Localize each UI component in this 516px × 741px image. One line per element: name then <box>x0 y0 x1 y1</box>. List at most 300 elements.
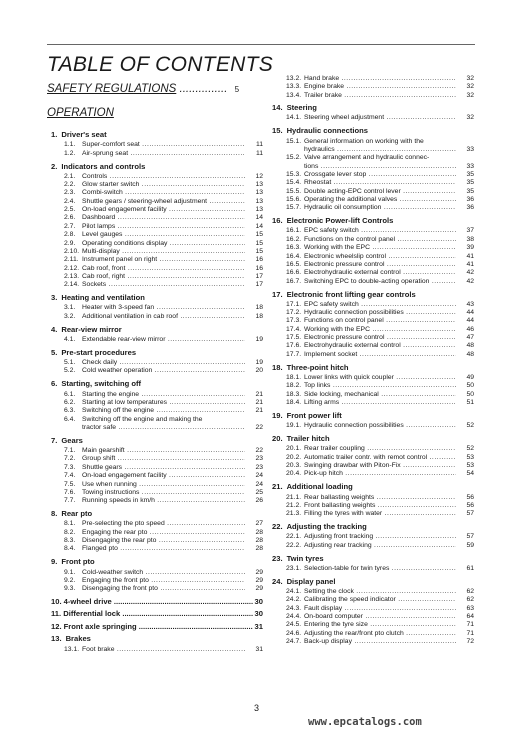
entry-number: 15.4. <box>286 179 302 187</box>
toc-entry[interactable] <box>286 188 474 195</box>
toc-entry[interactable] <box>64 265 263 272</box>
entry-number: 2.5. <box>64 206 76 214</box>
entry-page: 14 <box>245 214 263 221</box>
toc-entry[interactable] <box>64 141 263 148</box>
entry-number: 8.3. <box>64 537 76 545</box>
entry-title: Foot brake ..... <box>82 646 245 653</box>
entry-number: 19.1. <box>286 422 302 430</box>
entry-page: 15 <box>245 231 263 238</box>
entry-number: 7.7. <box>64 497 76 505</box>
entry-page: 61 <box>456 565 474 572</box>
toc-entry[interactable] <box>64 416 263 423</box>
toc-entry[interactable] <box>64 520 263 527</box>
toc-entry[interactable] <box>286 204 474 211</box>
entry-number <box>286 146 304 153</box>
entry-title: Adjusting front tracking ..... <box>304 533 456 540</box>
entry-number: 7.1. <box>64 447 76 455</box>
entry-number: 24.1. <box>286 588 302 595</box>
entry-page: 15 <box>245 248 263 255</box>
toc-entry[interactable] <box>286 227 474 234</box>
entry-number: 17.5. <box>286 334 302 342</box>
toc-entry[interactable] <box>64 481 263 488</box>
toc-entry[interactable] <box>64 150 263 157</box>
entry-number: 17.4. <box>286 325 302 333</box>
toc-chapter-line[interactable] <box>51 622 263 631</box>
entry-title: Hand brake ..... <box>304 75 456 82</box>
section-title: Display panel <box>286 576 336 586</box>
toc-entry[interactable] <box>286 596 474 603</box>
entry-number: 6.2. <box>64 398 76 406</box>
toc-entry[interactable] <box>286 613 474 620</box>
toc-entry[interactable] <box>64 281 263 288</box>
toc-entry[interactable] <box>64 181 263 188</box>
entry-title: Engine brake ..... <box>304 83 456 90</box>
section-number: 21. <box>272 482 283 492</box>
entry-page: 44 <box>456 309 474 316</box>
entry-number: 2.8. <box>64 231 76 239</box>
toc-entry[interactable] <box>64 256 263 263</box>
toc-entry[interactable] <box>286 502 474 509</box>
toc-entry[interactable] <box>64 391 263 398</box>
toc-entry[interactable] <box>286 278 474 285</box>
entry-page: 23 <box>245 455 263 462</box>
toc-entry[interactable] <box>286 533 474 540</box>
entry-number: 15.2. <box>286 154 302 162</box>
section-heading <box>272 482 353 491</box>
entry-title: Pick-up hitch ..... <box>304 470 456 477</box>
toc-entry[interactable] <box>286 92 474 99</box>
toc-entry[interactable] <box>286 374 474 381</box>
section-heading <box>272 363 349 372</box>
entry-title: EPC safety switch ..... <box>304 227 456 234</box>
entry-number: 24.5. <box>286 621 302 629</box>
entry-title: Adjusting rear tracking ..... <box>304 542 456 549</box>
entry-number: 17.2. <box>286 309 302 317</box>
entry-number: 17.7. <box>286 350 302 358</box>
section-title: Three-point hitch <box>286 362 349 372</box>
entry-page: 49 <box>456 374 474 381</box>
entry-page: 29 <box>245 569 263 576</box>
entry-page: 56 <box>456 494 474 501</box>
toc-entry[interactable] <box>64 223 263 230</box>
entry-title: Back-up display ..... <box>304 638 456 645</box>
section-title: Pre-start procedures <box>61 347 137 357</box>
entry-title: Shuttle gears / steering-wheel adjustment ..... <box>82 198 245 205</box>
toc-entry[interactable] <box>64 304 263 311</box>
toc-entry[interactable] <box>286 588 474 595</box>
toc-entry[interactable] <box>286 470 474 477</box>
entry-number: 9.1. <box>64 568 76 576</box>
entry-number: 15.7. <box>286 204 302 212</box>
entry-number: 23.1. <box>286 564 302 572</box>
entry-page: 18 <box>245 313 263 320</box>
toc-entry[interactable] <box>286 510 474 517</box>
toc-entry[interactable] <box>286 171 474 178</box>
entry-page: 28 <box>245 529 263 536</box>
section-title: Steering <box>286 103 317 113</box>
entry-number: 2.14. <box>64 281 80 289</box>
entry-number <box>286 163 304 170</box>
entry-title: Air-sprung seat ..... <box>82 150 245 157</box>
section-title: Rear-view mirror <box>61 324 122 334</box>
toc-entry[interactable] <box>286 146 474 153</box>
entry-number: 13.4. <box>286 91 302 99</box>
toc-entry[interactable] <box>286 236 474 243</box>
toc-entry[interactable] <box>286 114 474 121</box>
page-number: 3 <box>254 703 260 713</box>
section-heading <box>272 126 368 135</box>
toc-entry[interactable] <box>64 367 263 374</box>
entry-title: Rear ballasting weights ..... <box>304 494 456 501</box>
entry-number: 15.6. <box>286 195 302 203</box>
entry-page: 62 <box>456 588 474 595</box>
section-heading <box>272 216 393 225</box>
entry-number: 22.2. <box>286 541 302 549</box>
entry-title: Cold weather operation ..... <box>82 367 245 374</box>
entry-page: 35 <box>456 179 474 186</box>
toc-entry[interactable] <box>64 198 263 205</box>
toc-entry[interactable] <box>64 189 263 196</box>
toc-entry[interactable] <box>64 537 263 544</box>
entry-title: Instrument panel on right ..... <box>82 256 245 263</box>
entry-number: 20.3. <box>286 462 302 469</box>
toc-entry[interactable] <box>286 244 474 251</box>
toc-entry[interactable] <box>286 138 474 145</box>
chapter-title: 11. Differential lock ..... <box>51 609 253 618</box>
entry-page: 15 <box>245 240 263 247</box>
entry-number: 8.4. <box>64 545 76 553</box>
section-number: 15. <box>272 126 283 136</box>
section-number: 5. <box>51 347 58 357</box>
entry-page: 24 <box>245 481 263 488</box>
entry-page: 71 <box>456 621 474 628</box>
entry-page: 37 <box>456 227 474 234</box>
entry-page: 62 <box>456 596 474 603</box>
toc-entry[interactable] <box>64 313 263 320</box>
entry-number: 18.4. <box>286 399 302 406</box>
toc-entry[interactable] <box>64 577 263 584</box>
toc-entry[interactable] <box>286 630 474 637</box>
toc-entry[interactable] <box>286 565 474 572</box>
entry-number: 15.1. <box>286 137 302 145</box>
toc-entry[interactable] <box>64 455 263 462</box>
toc-entry[interactable] <box>286 621 474 628</box>
toc-entry[interactable] <box>286 638 474 645</box>
entry-title: Cab roof, right ..... <box>82 273 245 280</box>
entry-number: 2.6. <box>64 214 76 222</box>
entry-page: 16 <box>245 256 263 263</box>
section-heading <box>272 522 367 531</box>
entry-title: tions ..... <box>304 163 456 170</box>
toc-entry[interactable] <box>286 342 474 349</box>
entry-page: 71 <box>456 630 474 637</box>
entry-page: 27 <box>245 520 263 527</box>
entry-title: Check daily ..... <box>82 359 245 366</box>
toc-entry[interactable] <box>64 497 263 504</box>
entry-page: 41 <box>456 253 474 260</box>
toc-entry[interactable] <box>286 75 474 82</box>
entry-page: 16 <box>245 265 263 272</box>
section-title: Twin tyres <box>286 553 324 563</box>
section-number: 1. <box>51 130 58 139</box>
section-number: 16. <box>272 216 283 226</box>
toc-entry[interactable] <box>286 351 474 358</box>
section-heading <box>51 509 92 518</box>
entry-page: 46 <box>456 326 474 333</box>
entry-title: Lifting arms ..... <box>304 399 456 406</box>
toc-entry[interactable] <box>64 545 263 552</box>
entry-title: Cab roof, front ..... <box>82 265 245 272</box>
entry-title: Main gearshift ..... <box>82 447 245 454</box>
entry-number: 2.12. <box>64 264 80 272</box>
entry-number: 20.2. <box>286 453 302 461</box>
entry-page: 32 <box>456 114 474 121</box>
toc-entry[interactable] <box>286 301 474 308</box>
entry-number: 17.1. <box>286 300 302 308</box>
section-title: Adjusting the tracking <box>286 522 367 532</box>
section-heading <box>272 290 416 299</box>
toc-entry[interactable] <box>64 399 263 406</box>
entry-title: Additional ventilation in cab roof ..... <box>82 313 245 320</box>
section-heading <box>51 293 145 302</box>
section-number: 20. <box>272 434 283 444</box>
entry-title: Automatic trailer contr. with remot control ..... <box>304 454 456 461</box>
entry-page: 22 <box>245 447 263 454</box>
entry-title: Selection-table for twin tyres ..... <box>304 565 456 572</box>
entry-number: 16.6. <box>286 269 302 277</box>
entry-page: 57 <box>456 510 474 517</box>
entry-page: 51 <box>456 399 474 406</box>
safety-page: 5 <box>234 85 240 94</box>
section-heading <box>51 634 91 643</box>
safety-heading <box>47 83 239 95</box>
entry-title: Heater with 3-speed fan ..... <box>82 304 245 311</box>
toc-entry[interactable] <box>286 605 474 612</box>
section-heading <box>51 557 95 566</box>
toc-entry[interactable] <box>64 407 263 414</box>
entry-title: Combi-switch ..... <box>82 189 245 196</box>
entry-number: 18.3. <box>286 390 302 398</box>
toc-entry[interactable] <box>64 646 263 653</box>
section-number: 24. <box>272 576 283 586</box>
entry-title: Setting the clock ..... <box>304 588 456 595</box>
entry-number: 21.3. <box>286 510 302 518</box>
entry-title: Double acting-EPC control lever ..... <box>304 188 456 195</box>
entry-title: Controls ..... <box>82 173 245 180</box>
entry-title: General information on working with the <box>304 137 424 145</box>
toc-entry[interactable] <box>64 529 263 536</box>
entry-page: 52 <box>456 422 474 429</box>
entry-page: 52 <box>456 445 474 452</box>
toc-entry[interactable] <box>64 173 263 180</box>
toc-entry[interactable] <box>64 489 263 496</box>
toc-entry[interactable] <box>286 154 474 161</box>
section-number: 7. <box>51 435 58 445</box>
entry-page: 41 <box>456 261 474 268</box>
entry-number: 22.1. <box>286 533 302 541</box>
entry-title: Calibrating the speed indicator ..... <box>304 596 456 603</box>
entry-title: EPC safety switch ..... <box>304 301 456 308</box>
entry-page: 18 <box>245 304 263 311</box>
toc-entry[interactable] <box>64 336 263 343</box>
entry-title: Fault display ..... <box>304 605 456 612</box>
toc-entry[interactable] <box>286 334 474 341</box>
operation-label: OPERATION <box>47 107 114 119</box>
section-heading <box>272 434 330 443</box>
entry-page: 35 <box>456 171 474 178</box>
entry-page: 29 <box>245 585 263 592</box>
entry-title: Starting the engine ..... <box>82 391 245 398</box>
section-number: 22. <box>272 522 283 532</box>
entry-number: 7.2. <box>64 455 76 463</box>
entry-number: 14.1. <box>286 114 302 122</box>
toc-entry[interactable] <box>64 248 263 255</box>
entry-page: 53 <box>456 454 474 461</box>
entry-title: Pre-selecting the pto speed ..... <box>82 520 245 527</box>
entry-title: Hydraulic oil consumption ..... <box>304 204 456 211</box>
section-title: Rear pto <box>61 509 93 519</box>
entry-number: 13.2. <box>286 75 302 82</box>
entry-number: 6.1. <box>64 390 76 398</box>
entry-number: 13.1. <box>64 645 80 653</box>
section-title: Indicators and controls <box>61 161 146 171</box>
toc-entry[interactable] <box>286 454 474 461</box>
toc-entry[interactable] <box>64 569 263 576</box>
entry-title: Disengaging the rear pto ..... <box>82 537 245 544</box>
entry-number: 24.6. <box>286 629 302 637</box>
toc-entry[interactable] <box>64 240 263 247</box>
entry-title: tractor safe ..... <box>82 424 245 431</box>
entry-title: Lower links with quick coupler ..... <box>304 374 456 381</box>
entry-number: 24.4. <box>286 613 302 621</box>
toc-entry[interactable] <box>64 424 263 431</box>
entry-title: Crossgate lever stop ..... <box>304 171 456 178</box>
entry-title: Implement socket ..... <box>304 351 456 358</box>
toc-entry[interactable] <box>64 273 263 280</box>
top-rule <box>47 44 475 45</box>
toc-entry[interactable] <box>64 231 263 238</box>
toc-entry[interactable] <box>64 206 263 213</box>
toc-entry[interactable] <box>64 359 263 366</box>
entry-page: 63 <box>456 605 474 612</box>
toc-entry[interactable] <box>286 462 474 469</box>
section-heading <box>51 130 107 139</box>
entry-number: 24.3. <box>286 604 302 612</box>
toc-entry[interactable] <box>64 214 263 221</box>
entry-page: 48 <box>456 351 474 358</box>
toc-entry[interactable] <box>286 253 474 260</box>
entry-title: On-load engagement facility ..... <box>82 472 245 479</box>
entry-page <box>456 138 474 145</box>
entry-number: 8.2. <box>64 528 76 536</box>
entry-number: 1.2. <box>64 149 76 157</box>
entry-number: 9.3. <box>64 585 76 593</box>
section-number: 19. <box>272 410 283 420</box>
entry-number: 15.3. <box>286 170 302 178</box>
chapter-page: 30 <box>254 597 263 607</box>
entry-page: 72 <box>456 638 474 645</box>
toc-entry[interactable] <box>286 399 474 406</box>
entry-page: 59 <box>456 542 474 549</box>
entry-number <box>64 424 82 431</box>
entry-page: 21 <box>245 391 263 398</box>
toc-entry[interactable] <box>286 261 474 268</box>
toc-entry[interactable] <box>286 494 474 501</box>
entry-page: 13 <box>245 189 263 196</box>
toc-entry[interactable] <box>286 269 474 276</box>
entry-page: 21 <box>245 399 263 406</box>
section-heading <box>272 577 336 586</box>
entry-title: Switching off the engine ..... <box>82 407 245 414</box>
entry-number: 2.3. <box>64 189 76 197</box>
entry-title: Front ballasting weights ..... <box>304 502 456 509</box>
entry-title: Level gauges ..... <box>82 231 245 238</box>
entry-title: Working with the EPC ..... <box>304 244 456 251</box>
entry-page: 21 <box>245 407 263 414</box>
toc-entry[interactable] <box>286 196 474 203</box>
toc-entry[interactable] <box>286 382 474 389</box>
entry-title: Sockets ..... <box>82 281 245 288</box>
toc-entry[interactable] <box>286 445 474 452</box>
section-title: Starting, switching off <box>61 379 142 389</box>
entry-number: 7.3. <box>64 463 76 471</box>
toc-chapter-line[interactable] <box>51 609 263 618</box>
section-heading <box>51 325 122 334</box>
entry-page: 14 <box>245 223 263 230</box>
toc-entry[interactable] <box>286 179 474 186</box>
toc-entry[interactable] <box>286 391 474 398</box>
entry-page: 11 <box>245 150 263 157</box>
entry-title: Hydraulic connection possibilities ..... <box>304 309 456 316</box>
entry-title: On-board computer ..... <box>304 613 456 620</box>
section-number: 13. <box>51 634 62 644</box>
toc-chapter-line[interactable] <box>51 597 263 606</box>
toc-entry[interactable] <box>64 447 263 454</box>
toc-entry[interactable] <box>286 422 474 429</box>
entry-page: 19 <box>245 336 263 343</box>
entry-number: 17.6. <box>286 342 302 350</box>
toc-entry[interactable] <box>64 472 263 479</box>
toc-entry[interactable] <box>64 464 263 471</box>
entry-page: 35 <box>456 188 474 195</box>
entry-title: Pilot lamps ..... <box>82 223 245 230</box>
entry-page: 28 <box>245 545 263 552</box>
entry-number: 24.7. <box>286 638 302 646</box>
toc-entry[interactable] <box>286 326 474 333</box>
chapter-page: 30 <box>254 609 263 619</box>
toc-entry[interactable] <box>286 163 474 170</box>
entry-page: 22 <box>245 424 263 431</box>
toc-entry[interactable] <box>286 309 474 316</box>
entry-number: 16.4. <box>286 252 302 260</box>
entry-title: Extendable rear-view mirror ..... <box>82 336 245 343</box>
toc-entry[interactable] <box>286 83 474 90</box>
toc-entry[interactable] <box>286 542 474 549</box>
entry-page: 28 <box>245 537 263 544</box>
entry-number: 21.1. <box>286 493 302 501</box>
toc-entry[interactable] <box>286 317 474 324</box>
safety-dots: ............... <box>179 83 228 95</box>
chapter-title: 10. 4-wheel drive ..... <box>51 597 253 606</box>
operation-heading <box>47 107 114 119</box>
entry-number: 3.2. <box>64 312 76 320</box>
entry-page: 44 <box>456 317 474 324</box>
toc-entry[interactable] <box>64 585 263 592</box>
entry-number: 6.4. <box>64 415 76 423</box>
entry-number: 3.1. <box>64 304 76 312</box>
entry-title: Swinging drawbar with Piton-Fix ..... <box>304 462 456 469</box>
entry-page: 17 <box>245 281 263 288</box>
